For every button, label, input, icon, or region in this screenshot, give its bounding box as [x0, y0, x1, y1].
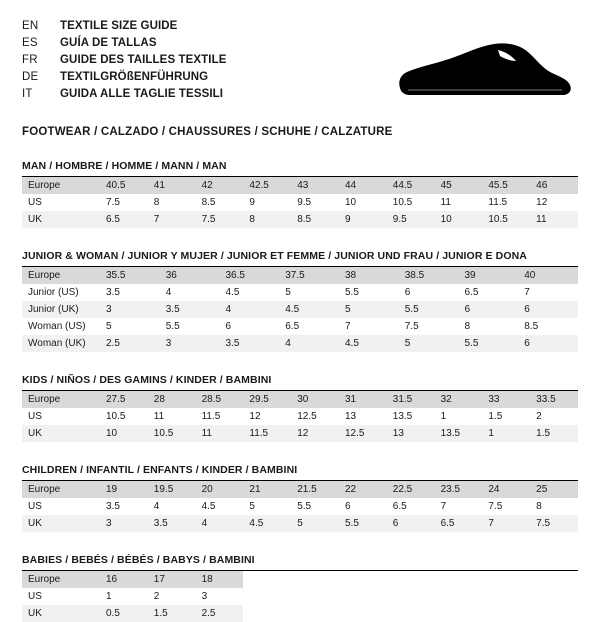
cell: 37.5 [279, 267, 339, 284]
cell: 3 [100, 301, 160, 318]
language-title: TEXTILGRÖßENFÜHRUNG [60, 71, 209, 83]
cell: 3.5 [160, 301, 220, 318]
cell: 19.5 [148, 481, 196, 498]
row-label: US [22, 194, 100, 211]
table-row [22, 425, 578, 442]
cell: 7 [435, 498, 483, 515]
cell: 4 [220, 301, 280, 318]
cell: 6 [459, 301, 519, 318]
cell: 27.5 [100, 391, 148, 408]
cell: 1.5 [148, 605, 196, 622]
table-block-children [22, 464, 578, 532]
cell: 43 [291, 177, 339, 194]
size-table-children [22, 481, 578, 532]
cell: 6 [518, 335, 578, 352]
table-row [22, 498, 578, 515]
cell: 30 [291, 391, 339, 408]
cell: 11.5 [196, 408, 244, 425]
cell: 10.5 [387, 194, 435, 211]
table-block-kids [22, 374, 578, 442]
cell: 5 [279, 284, 339, 301]
table-row [22, 605, 578, 622]
table-row [22, 515, 578, 532]
cell: 1.5 [482, 408, 530, 425]
language-row [22, 18, 578, 35]
table-row [22, 194, 578, 211]
cell-empty [243, 605, 578, 622]
cell: 7.5 [482, 498, 530, 515]
cell-empty [243, 571, 578, 588]
cell: 8 [148, 194, 196, 211]
cell: 6 [339, 498, 387, 515]
cell: 13.5 [435, 425, 483, 442]
cell: 42.5 [243, 177, 291, 194]
cell: 38 [339, 267, 399, 284]
table-row [22, 318, 578, 335]
size-table-junior-woman [22, 267, 578, 352]
table-heading: BABIES / BEBÉS / BÉBÉS / BABYS / BAMBINI [22, 554, 578, 571]
cell: 38.5 [399, 267, 459, 284]
cell: 5.5 [160, 318, 220, 335]
row-label: Woman (UK) [22, 335, 100, 352]
cell: 4.5 [220, 284, 280, 301]
table-heading: JUNIOR & WOMAN / JUNIOR Y MUJER / JUNIOR ET FEMME / JUNIOR UND FRAU / JUNIOR E DONA [22, 250, 578, 267]
table-heading: MAN / HOMBRE / HOMME / MANN / MAN [22, 160, 578, 177]
cell: 22.5 [387, 481, 435, 498]
dress-shoe-icon [394, 42, 574, 104]
table-block-man [22, 160, 578, 228]
language-code: DE [22, 71, 39, 83]
cell: 4.5 [339, 335, 399, 352]
cell: 7.5 [100, 194, 148, 211]
cell: 8 [459, 318, 519, 335]
cell: 12.5 [291, 408, 339, 425]
cell: 3 [100, 515, 148, 532]
cell: 3 [160, 335, 220, 352]
cell: 13 [387, 425, 435, 442]
cell: 10 [339, 194, 387, 211]
cell: 25 [530, 481, 578, 498]
cell: 5.5 [459, 335, 519, 352]
cell: 11 [196, 425, 244, 442]
cell: 6 [387, 515, 435, 532]
cell: 11.5 [243, 425, 291, 442]
cell: 13.5 [387, 408, 435, 425]
cell: 2.5 [100, 335, 160, 352]
cell: 4 [279, 335, 339, 352]
language-code: EN [22, 20, 39, 32]
cell: 40 [518, 267, 578, 284]
cell: 8 [243, 211, 291, 228]
cell: 11 [435, 194, 483, 211]
cell: 5 [100, 318, 160, 335]
cell: 36 [160, 267, 220, 284]
cell: 6 [399, 284, 459, 301]
row-label: Europe [22, 267, 100, 284]
cell: 40.5 [100, 177, 148, 194]
size-table-babies [22, 571, 578, 622]
table-row [22, 211, 578, 228]
cell: 5 [291, 515, 339, 532]
row-label: Junior (US) [22, 284, 100, 301]
cell: 6 [220, 318, 280, 335]
cell: 32 [435, 391, 483, 408]
page-header [22, 18, 578, 114]
cell: 5.5 [339, 284, 399, 301]
cell: 3.5 [220, 335, 280, 352]
cell: 6.5 [279, 318, 339, 335]
cell: 31 [339, 391, 387, 408]
cell: 3.5 [100, 284, 160, 301]
table-row [22, 391, 578, 408]
cell: 9.5 [387, 211, 435, 228]
cell: 0.5 [100, 605, 148, 622]
cell: 7.5 [530, 515, 578, 532]
cell: 10 [100, 425, 148, 442]
cell: 5 [339, 301, 399, 318]
row-label: UK [22, 605, 100, 622]
cell: 45 [435, 177, 483, 194]
table-row [22, 588, 578, 605]
cell: 6.5 [435, 515, 483, 532]
cell: 12 [291, 425, 339, 442]
table-row [22, 267, 578, 284]
cell: 36.5 [220, 267, 280, 284]
table-row [22, 301, 578, 318]
cell: 4 [148, 498, 196, 515]
cell: 6.5 [100, 211, 148, 228]
cell: 4 [196, 515, 244, 532]
cell: 10.5 [482, 211, 530, 228]
cell: 1 [482, 425, 530, 442]
row-label: Europe [22, 481, 100, 498]
cell: 21.5 [291, 481, 339, 498]
cell: 39 [459, 267, 519, 284]
cell: 29.5 [243, 391, 291, 408]
cell: 7.5 [399, 318, 459, 335]
table-row [22, 284, 578, 301]
size-table-man [22, 177, 578, 228]
cell: 21 [243, 481, 291, 498]
cell: 4 [160, 284, 220, 301]
row-label: Europe [22, 391, 100, 408]
cell: 4.5 [243, 515, 291, 532]
cell: 2 [148, 588, 196, 605]
cell: 33 [482, 391, 530, 408]
row-label: US [22, 408, 100, 425]
cell: 12 [530, 194, 578, 211]
cell: 6.5 [387, 498, 435, 515]
cell: 5.5 [399, 301, 459, 318]
row-label: US [22, 498, 100, 515]
table-row [22, 481, 578, 498]
cell: 9.5 [291, 194, 339, 211]
table-block-junior-woman [22, 250, 578, 352]
table-row [22, 177, 578, 194]
cell: 4.5 [196, 498, 244, 515]
cell: 17 [148, 571, 196, 588]
cell: 11.5 [482, 194, 530, 211]
cell: 3.5 [148, 515, 196, 532]
cell: 5.5 [291, 498, 339, 515]
cell: 2 [530, 408, 578, 425]
cell: 7 [482, 515, 530, 532]
cell: 23.5 [435, 481, 483, 498]
cell: 9 [243, 194, 291, 211]
page-title: FOOTWEAR / CALZADO / CHAUSSURES / SCHUHE / CALZATURE [22, 126, 393, 138]
size-table-kids [22, 391, 578, 442]
cell: 5 [399, 335, 459, 352]
cell: 7 [148, 211, 196, 228]
cell: 1.5 [530, 425, 578, 442]
cell: 8.5 [518, 318, 578, 335]
table-block-babies [22, 554, 578, 622]
cell: 3 [196, 588, 244, 605]
cell: 12.5 [339, 425, 387, 442]
cell: 24 [482, 481, 530, 498]
row-label: Woman (US) [22, 318, 100, 335]
row-label: Europe [22, 571, 100, 588]
cell: 5 [243, 498, 291, 515]
cell: 12 [243, 408, 291, 425]
language-code: ES [22, 37, 38, 49]
cell: 7.5 [196, 211, 244, 228]
cell: 8.5 [196, 194, 244, 211]
cell: 33.5 [530, 391, 578, 408]
language-title: TEXTILE SIZE GUIDE [60, 20, 178, 32]
row-label: Junior (UK) [22, 301, 100, 318]
cell: 7 [339, 318, 399, 335]
cell: 28.5 [196, 391, 244, 408]
row-label: Europe [22, 177, 100, 194]
cell: 4.5 [279, 301, 339, 318]
cell: 9 [339, 211, 387, 228]
cell: 18 [196, 571, 244, 588]
cell: 35.5 [100, 267, 160, 284]
row-label: UK [22, 515, 100, 532]
cell: 6 [518, 301, 578, 318]
cell: 1 [435, 408, 483, 425]
cell: 16 [100, 571, 148, 588]
cell: 7 [518, 284, 578, 301]
table-row [22, 571, 578, 588]
cell: 8 [530, 498, 578, 515]
cell: 10.5 [100, 408, 148, 425]
cell: 6.5 [459, 284, 519, 301]
language-title: GUÍA DE TALLAS [60, 37, 157, 49]
language-title: GUIDA ALLE TAGLIE TESSILI [60, 88, 224, 100]
table-row [22, 408, 578, 425]
cell: 3.5 [100, 498, 148, 515]
language-code: IT [22, 88, 33, 100]
cell: 42 [196, 177, 244, 194]
cell: 8.5 [291, 211, 339, 228]
cell-empty [243, 588, 578, 605]
cell: 45.5 [482, 177, 530, 194]
row-label: US [22, 588, 100, 605]
cell: 2.5 [196, 605, 244, 622]
cell: 44.5 [387, 177, 435, 194]
cell: 10.5 [148, 425, 196, 442]
cell: 11 [530, 211, 578, 228]
cell: 19 [100, 481, 148, 498]
cell: 5.5 [339, 515, 387, 532]
cell: 31.5 [387, 391, 435, 408]
cell: 13 [339, 408, 387, 425]
language-code: FR [22, 54, 38, 66]
cell: 28 [148, 391, 196, 408]
table-heading: CHILDREN / INFANTIL / ENFANTS / KINDER / BAMBINI [22, 464, 578, 481]
row-label: UK [22, 211, 100, 228]
cell: 44 [339, 177, 387, 194]
cell: 11 [148, 408, 196, 425]
cell: 22 [339, 481, 387, 498]
cell: 10 [435, 211, 483, 228]
table-heading: KIDS / NIÑOS / DES GAMINS / KINDER / BAMBINI [22, 374, 578, 391]
row-label: UK [22, 425, 100, 442]
cell: 41 [148, 177, 196, 194]
language-title: GUIDE DES TAILLES TEXTILE [60, 54, 227, 66]
table-row [22, 335, 578, 352]
cell: 20 [196, 481, 244, 498]
cell: 46 [530, 177, 578, 194]
cell: 1 [100, 588, 148, 605]
